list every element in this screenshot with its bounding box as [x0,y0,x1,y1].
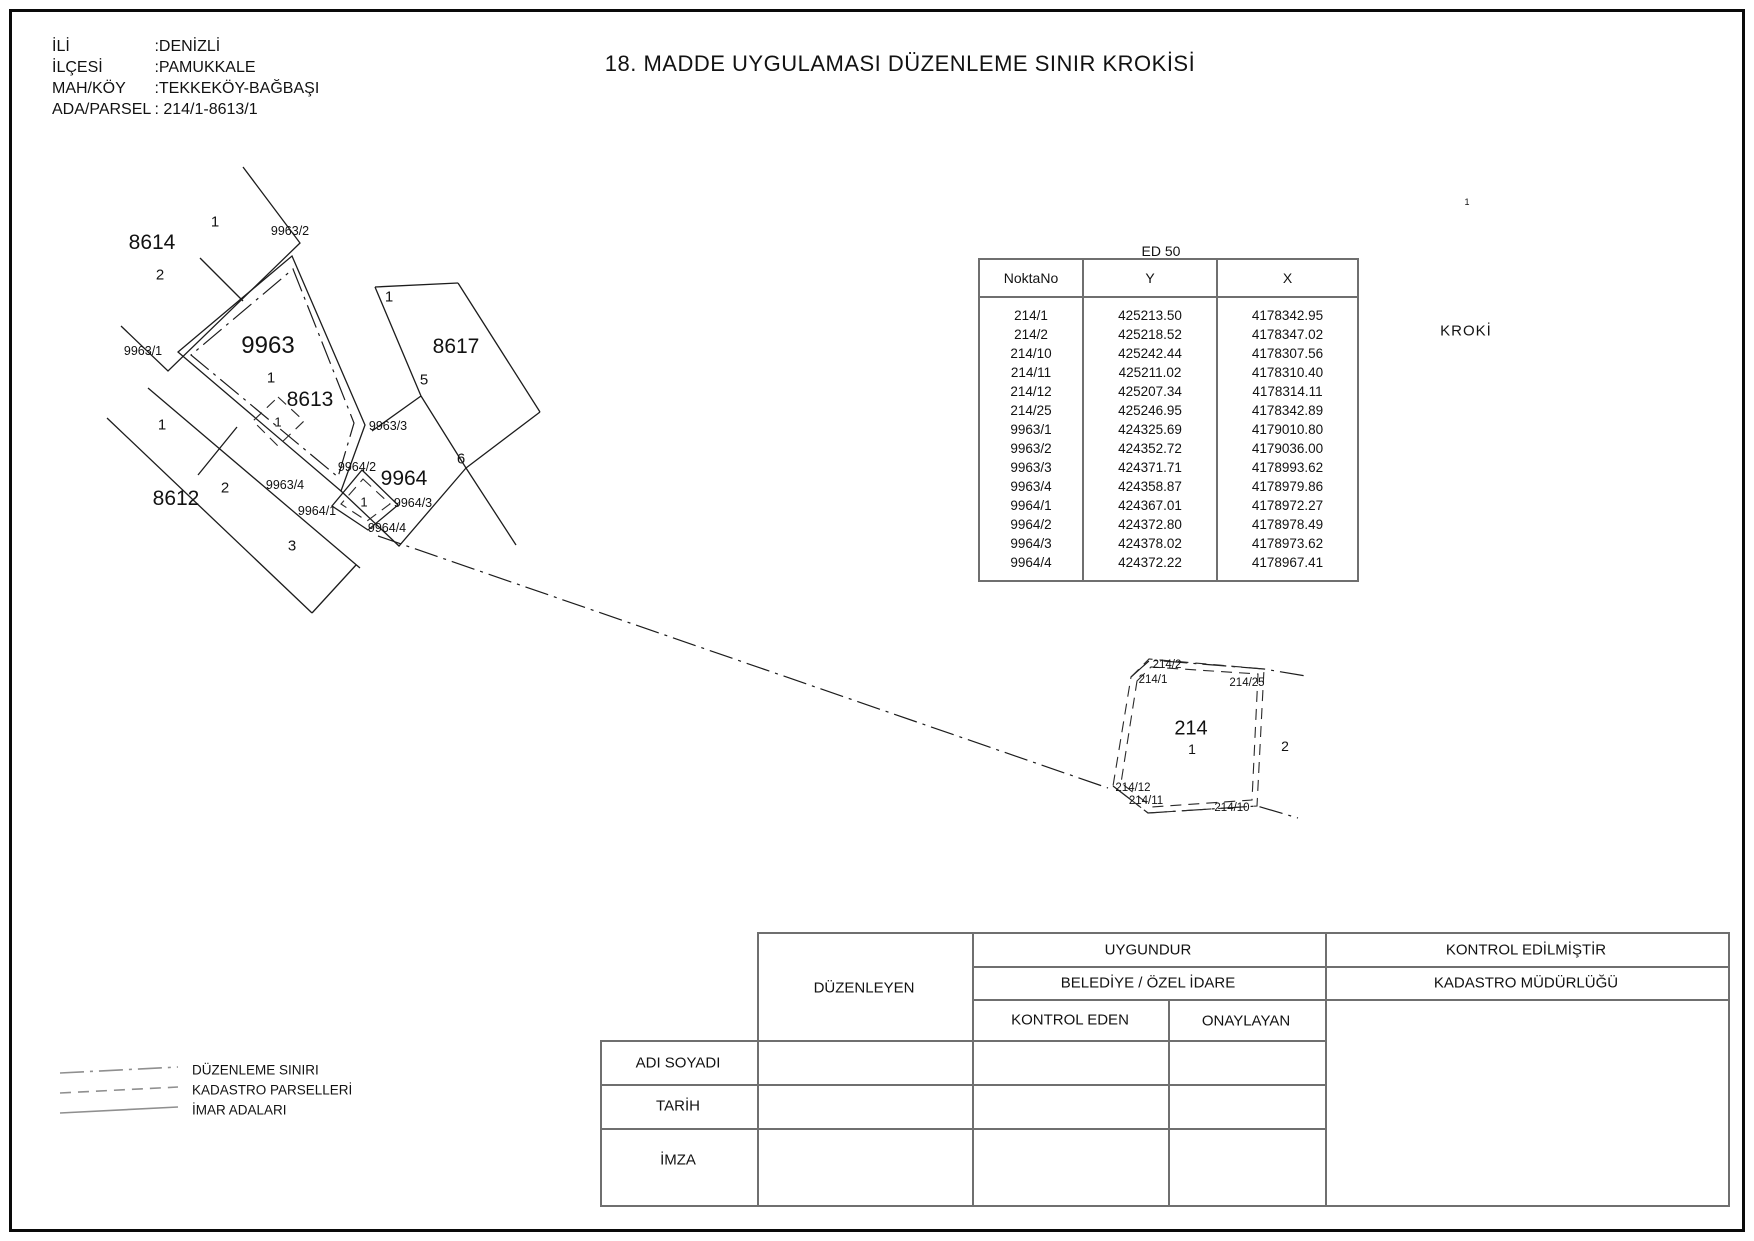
coordinate-cell: 4178967.41 [1217,553,1358,581]
coordinate-cell: 4178979.86 [1217,477,1358,496]
pt-9963-1-label: 9963/1 [123,344,163,358]
coordinate-cell: 425242.44 [1083,344,1217,363]
coordinate-cell: 214/25 [979,401,1083,420]
pt-214-2-label: 214/2 [1152,659,1182,671]
lot-8617-label: 8617 [432,335,480,358]
cell-uygundur: UYGUNDUR [1104,941,1192,959]
coordinate-cell: 9963/1 [979,420,1083,439]
pt-9964-1-label: 9964/1 [297,504,337,518]
coordinate-cell: 9963/4 [979,477,1083,496]
coordinate-cell: 4178972.27 [1217,496,1358,515]
coordinate-cell: 4178978.49 [1217,515,1358,534]
coordinate-row [979,496,1358,515]
lot-8613-label: 8613 [286,388,334,411]
lot-9963-1-label: 1 [266,369,276,387]
legend-item-imar-adalari: İMAR ADALARI [192,1102,287,1118]
coordinate-cell: 214/2 [979,325,1083,344]
row-label-tarih: TARİH [656,1097,700,1115]
page-title: 18. MADDE UYGULAMASI DÜZENLEME SINIR KROKİSİ [604,51,1196,76]
lot-9963-label: 9963 [241,332,295,359]
coordinate-cell: 424358.87 [1083,477,1217,496]
cell-duzenleyen: DÜZENLEYEN [813,979,915,997]
coordinate-row [979,363,1358,382]
pt-214-10-label: 214/10 [1214,802,1250,814]
coordinate-cell: 214/1 [979,297,1083,325]
coordinate-cell: 4178993.62 [1217,458,1358,477]
coordinate-cell: 425211.02 [1083,363,1217,382]
lot-8614-1-label: 1 [210,213,220,231]
coordinate-cell: 9963/2 [979,439,1083,458]
lot-214-1-label: 1 [1188,741,1196,757]
legend-line-samples [60,1067,178,1113]
header-value: :DENİZLİ [154,38,221,55]
lot-8617-5-label: 5 [419,371,429,389]
header-label: MAH/KÖY [52,80,126,97]
legend-sample-dashed [60,1087,178,1093]
coordinate-cell: 425246.95 [1083,401,1217,420]
legend-item-kadastro-parselleri: KADASTRO PARSELLERİ [192,1082,353,1098]
lot-8612-1-label: 1 [157,416,167,434]
coordinate-cell: 4179036.00 [1217,439,1358,458]
lot-8617-1-label: 1 [384,288,394,306]
coordinate-cell: 425213.50 [1083,297,1217,325]
coordinate-cell: 4178347.02 [1217,325,1358,344]
coordinate-cell: 424325.69 [1083,420,1217,439]
column-header-noktano: NoktaNo [979,259,1083,297]
coordinate-cell: 9964/1 [979,496,1083,515]
coordinate-cell: 214/11 [979,363,1083,382]
header-label: ADA/PARSEL [52,101,152,118]
lot-8614-2-label: 2 [155,266,165,284]
corner-mark: 1 [1464,197,1470,207]
cell-kadastro-mudurlugu: KADASTRO MÜDÜRLÜĞÜ [1433,974,1619,992]
header-value: : 214/1-8613/1 [154,101,258,118]
pt-9964-2-label: 9964/2 [337,460,377,474]
column-header-y: Y [1083,259,1217,297]
coordinate-cell: 424371.71 [1083,458,1217,477]
coordinate-cell: 9964/2 [979,515,1083,534]
lot-8612-3-label: 3 [287,537,297,555]
lot-8617-6-label: 6 [456,450,466,468]
cell-kontrol-edilmistir: KONTROL EDİLMİŞTİR [1445,941,1607,959]
coordinate-cell: 214/10 [979,344,1083,363]
coordinate-table-caption: ED 50 [1141,243,1181,259]
coordinate-cell: 4178342.89 [1217,401,1358,420]
header-label: İLİ [52,38,70,55]
coordinate-cell: 4178310.40 [1217,363,1358,382]
coordinate-row [979,325,1358,344]
lot-8614-label: 8614 [128,231,176,254]
coordinate-cell: 424378.02 [1083,534,1217,553]
coordinate-cell: 9963/3 [979,458,1083,477]
pt-214-1-label: 214/1 [1138,674,1168,686]
column-header-x: X [1217,259,1358,297]
cell-onaylayan: ONAYLAYAN [1201,1012,1291,1030]
pt-214-11-label: 214/11 [1128,795,1164,807]
coordinate-cell: 424352.72 [1083,439,1217,458]
coordinate-cell: 425218.52 [1083,325,1217,344]
row-label-imza: İMZA [660,1151,696,1169]
coordinate-cell: 9964/3 [979,534,1083,553]
coordinate-cell: 424372.22 [1083,553,1217,581]
coordinate-row [979,344,1358,363]
cell-belediye-ozel-idare: BELEDİYE / ÖZEL İDARE [1060,974,1236,992]
coordinate-cell: 424367.01 [1083,496,1217,515]
coordinate-cell: 425207.34 [1083,382,1217,401]
coordinate-row [979,382,1358,401]
kroki-label: KROKİ [1440,322,1492,340]
pt-9963-4-label: 9963/4 [265,478,305,492]
coordinate-row [979,401,1358,420]
coordinate-cell: 4178314.11 [1217,382,1358,401]
legend-item-duzenleme-siniri: DÜZENLEME SINIRI [192,1062,319,1078]
lot-8612-label: 8612 [152,487,200,510]
lot-9964-1-label: 1 [360,494,368,510]
header-value: :PAMUKKALE [154,59,256,76]
pt-9964-3-label: 9964/3 [393,496,433,510]
lot-8612-2-label: 2 [220,479,230,497]
coordinate-cell: 4178342.95 [1217,297,1358,325]
row-label-adi-soyadi: ADI SOYADI [635,1054,721,1072]
coordinate-row [979,439,1358,458]
lot-214-2-label: 2 [1281,738,1289,754]
coordinate-row [979,553,1358,581]
coordinate-cell: 9964/4 [979,553,1083,581]
pt-9964-4-label: 9964/4 [367,521,407,535]
coordinate-cell: 4179010.80 [1217,420,1358,439]
lot-9964-label: 9964 [380,467,428,490]
coordinate-row [979,515,1358,534]
pt-214-12-label: 214/12 [1115,782,1151,794]
coordinate-table-header-row [979,259,1358,297]
legend-sample-dashdot [60,1067,178,1073]
lot-8613-1-label: 1 [274,414,282,430]
pt-9963-2-label: 9963/2 [270,224,310,238]
coordinate-row [979,458,1358,477]
pt-214-25-label: 214/25 [1229,677,1265,689]
header-value: :TEKKEKÖY-BAĞBAŞI [154,80,320,97]
coordinate-row [979,477,1358,496]
coordinate-row [979,534,1358,553]
coordinate-cell: 4178307.56 [1217,344,1358,363]
coordinate-cell: 214/12 [979,382,1083,401]
header-label: İLÇESİ [52,59,103,76]
legend-sample-solid [60,1107,178,1113]
coordinate-cell: 424372.80 [1083,515,1217,534]
coordinate-table [978,258,1359,582]
pt-9963-3-label: 9963/3 [368,419,408,433]
lot-214-label: 214 [1174,717,1208,740]
cell-kontrol-eden: KONTROL EDEN [1011,1011,1129,1029]
coordinate-cell: 4178973.62 [1217,534,1358,553]
coordinate-row [979,297,1358,325]
coordinate-row [979,420,1358,439]
